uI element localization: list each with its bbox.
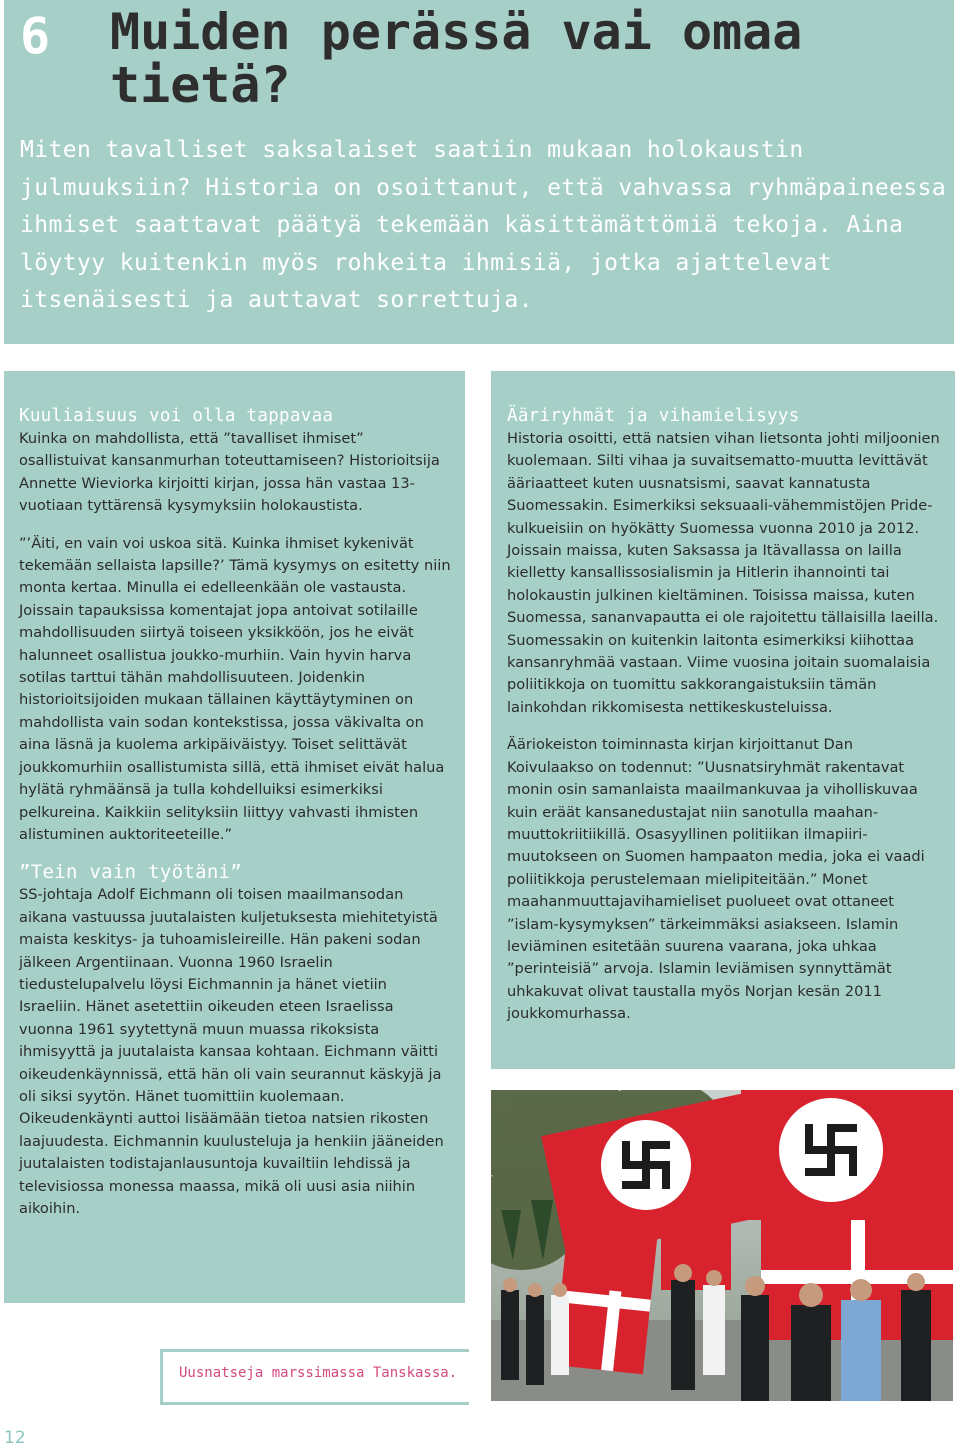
wieviorka-quote-paragraph: ”’Äiti, en vain voi uskoa sitä. Kuinka ihmiset kykenivät tekemään sellaista lapsille?’ Tämä kysymys on esitetty niin monta kertaa. Minulla ei edelleenkään ole vastausta. Joissain tapauksissa komentajat jopa antoivat sotilaille mahdollisuuden siirtyä toiseen yksikköön, jos he eivät halunneet osallistua joukko-murhiin. Vain hyvin harva sotilas tarttui tähän mahdollisuuteen. Joidenkin historioitsijoiden mukaan tällainen käyttäytyminen on mahdollista vain sodan kontekstissa, jossa väkivalta on aina läsnä ja kuolema arkipäiväistyy. Toiset selittävät joukkomurhiin osallistumista sillä, että ihmiset eivät halua hylätä ryhmäänsä ja tulla kohdelluiksi esimerkiksi pelkureina. Kaikkiin selityksiin liittyy vahvasti ihmisten alistuminen auktoriteeteille.”	[19, 534, 451, 843]
obedience-box	[4, 371, 465, 1303]
section-heading-eichmann: ”Tein vain työtäni”	[19, 861, 243, 884]
chapter-header	[4, 0, 954, 344]
lead-paragraph: Miten tavalliset saksalaiset saatiin mukaan holokaustin julmuuksiin? Historia on osoittanut, että vahvassa ryhmäpaineessa ihmiset saattavat päätyä tekemään käsittämättömiä tekoja. Aina löytyy kuitenkin myös rohkeita ihmisiä, jotka ajattelevat itsenäisesti ja auttavat sorrettuja.	[20, 137, 947, 313]
koivulaakso-paragraph: Ääriokeiston toiminnasta kirjan kirjoittanut Dan Koivulaakso on todennut: ”Uusnatsiryhmät rakentavat monin osin samanlaista maailmankuvaa ja viholliskuvaa kuin eräät kansanedustajat niin sanotulla maahan-muuttokriitiikillä. Osasyyllinen politiikan ilmapiiri-muutokseen on Suomen hampaaton media, joka ei vaadi poliitikkoja perustelemaan mielipiteitään.” Monet maahanmuuttajavihamieliset puolueet ovat ottaneet ”islam-kysymyksen” tärkeimmäksi asiakseen. Islamin leviäminen esitetään suurena vaarana, joka uhkaa ”perinteisiä” arvoja. Islamin leviämisen synnyttämät uhkakuvat olivat taustalla myös Norjan kesän 2011 joukkomurhassa.	[507, 736, 925, 1023]
photo-caption-box	[160, 1349, 469, 1405]
neo-nazi-march-photo	[491, 1090, 953, 1401]
photo-illustration	[491, 1090, 953, 1401]
photo-caption: Uusnatseja marssimassa Tanskassa.	[179, 1365, 458, 1381]
eichmann-paragraph: SS-johtaja Adolf Eichmann oli toisen maailmansodan aikana vastuussa juutalaisten kuljetuksesta miehitetyistä maista keskitys- ja tuhoamisleireille. Hän pakeni sodan jälkeen Argentiinaan. Vuonna 1960 Israelin tiedustelupalvelu löysi Eichmannin ja hänet vietiin Israeliin. Hänet asetettiin oikeuden eteen Israelissa vuonna 1961 syytettynä muun muassa rikoksista ihmisyyttä ja juutalaista kansaa kohtaan. Eichmann väitti oikeudenkäynnissä, että hän oli vain seurannut käskyjä ja oli siksi syytön. Hänet tuomittiin kuolemaan. Oikeudenkäynti auttoi lisäämään tietoa natsien rikosten laajuudesta. Eichmannin kuulusteluja ja henkiin jääneiden juutalaisten todistajanlausuntoja kuvailtiin lehdissä ja televisiossa monessa maassa, mikä oli uusi asia niihin aikoihin.	[19, 886, 444, 1217]
section-heading-extremism: Ääriryhmät ja vihamielisyys	[507, 406, 800, 426]
page-title: Muiden perässä vai omaa tietä?	[110, 3, 803, 114]
extremism-paragraph: Historia osoitti, että natsien vihan lietsonta johti miljoonien kuolemaan. Silti vihaa ja suvaitsematto-muutta levittävät ääriaatteet kuten uusnatsismi, saavat kannatusta Suomessakin. Esimerkiksi seksuaali-vähemmistöjen Pride-kulkueisiin on hyökätty Suomessa vuonna 2010 ja 2012. Joissain maissa, kuten Saksassa ja Itävallassa on lailla kielletty kansallissosialismin ja Hitlerin ihannointi tai holokaustin julkinen kieltäminen. Toisissa maissa, kuten Suomessa, sananvapautta ei ole rajoitettu tällaisilla laeilla. Suomessakin on kuitenkin laitonta esimerkiksi kiihottaa kansanryhmää vastaan. Viime vuosina joitain suomalaisia poliitikkoja on tuomittu sakkorangaistuksiin tämän lainkohdan rikkomisesta nettikeskusteluissa.	[507, 430, 940, 716]
page-number: 12	[4, 1428, 26, 1448]
extremism-box	[491, 371, 955, 1069]
chapter-number: 6	[20, 7, 51, 65]
section-heading-obedience: Kuuliaisuus voi olla tappavaa	[19, 406, 334, 426]
obedience-intro-paragraph: Kuinka on mahdollista, että ”tavalliset ihmiset” osallistuivat kansanmurhan toteuttamiseen? Historioitsija Annette Wieviorka kirjoitti kirjan, jossa hän vastaa 13-vuotiaan tyttärensä kysymyksiin holokaustista.	[19, 430, 440, 515]
